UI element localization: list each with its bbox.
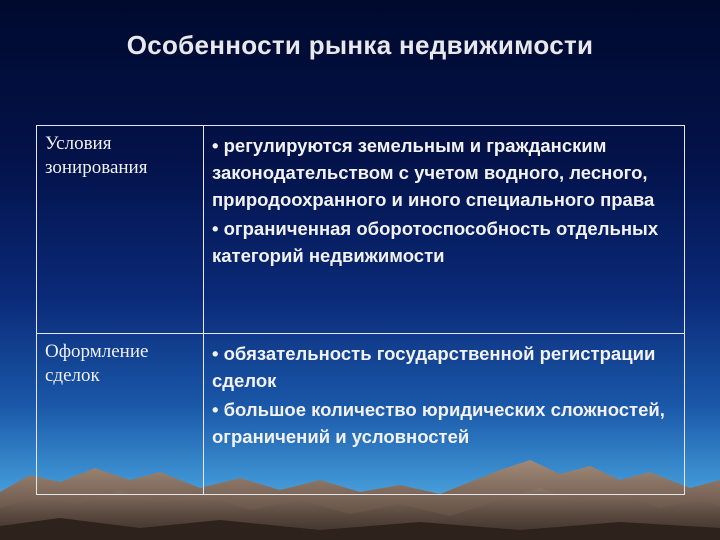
- features-table: [36, 125, 685, 495]
- table-row: [37, 126, 685, 334]
- row-term: Условия зонирования: [37, 126, 204, 334]
- bullet-item: • регулируются земельным и гражданским законодательством с учетом водного, лесного, природоохранного и иного специального права: [212, 135, 655, 210]
- slide-title: Особенности рынка недвижимости: [126, 30, 594, 60]
- row-description: [204, 334, 685, 495]
- bullet-item: • ограниченная оборотоспособность отдельных категорий недвижимости: [212, 218, 659, 266]
- bullet-item: • большое количество юридических сложностей, ограничений и условностей: [212, 399, 665, 447]
- row-term: Оформление сделок: [37, 334, 204, 495]
- row-description: [204, 126, 685, 334]
- table-row: [37, 334, 685, 495]
- bullet-item: • обязательность государственной регистрации сделок: [212, 343, 656, 391]
